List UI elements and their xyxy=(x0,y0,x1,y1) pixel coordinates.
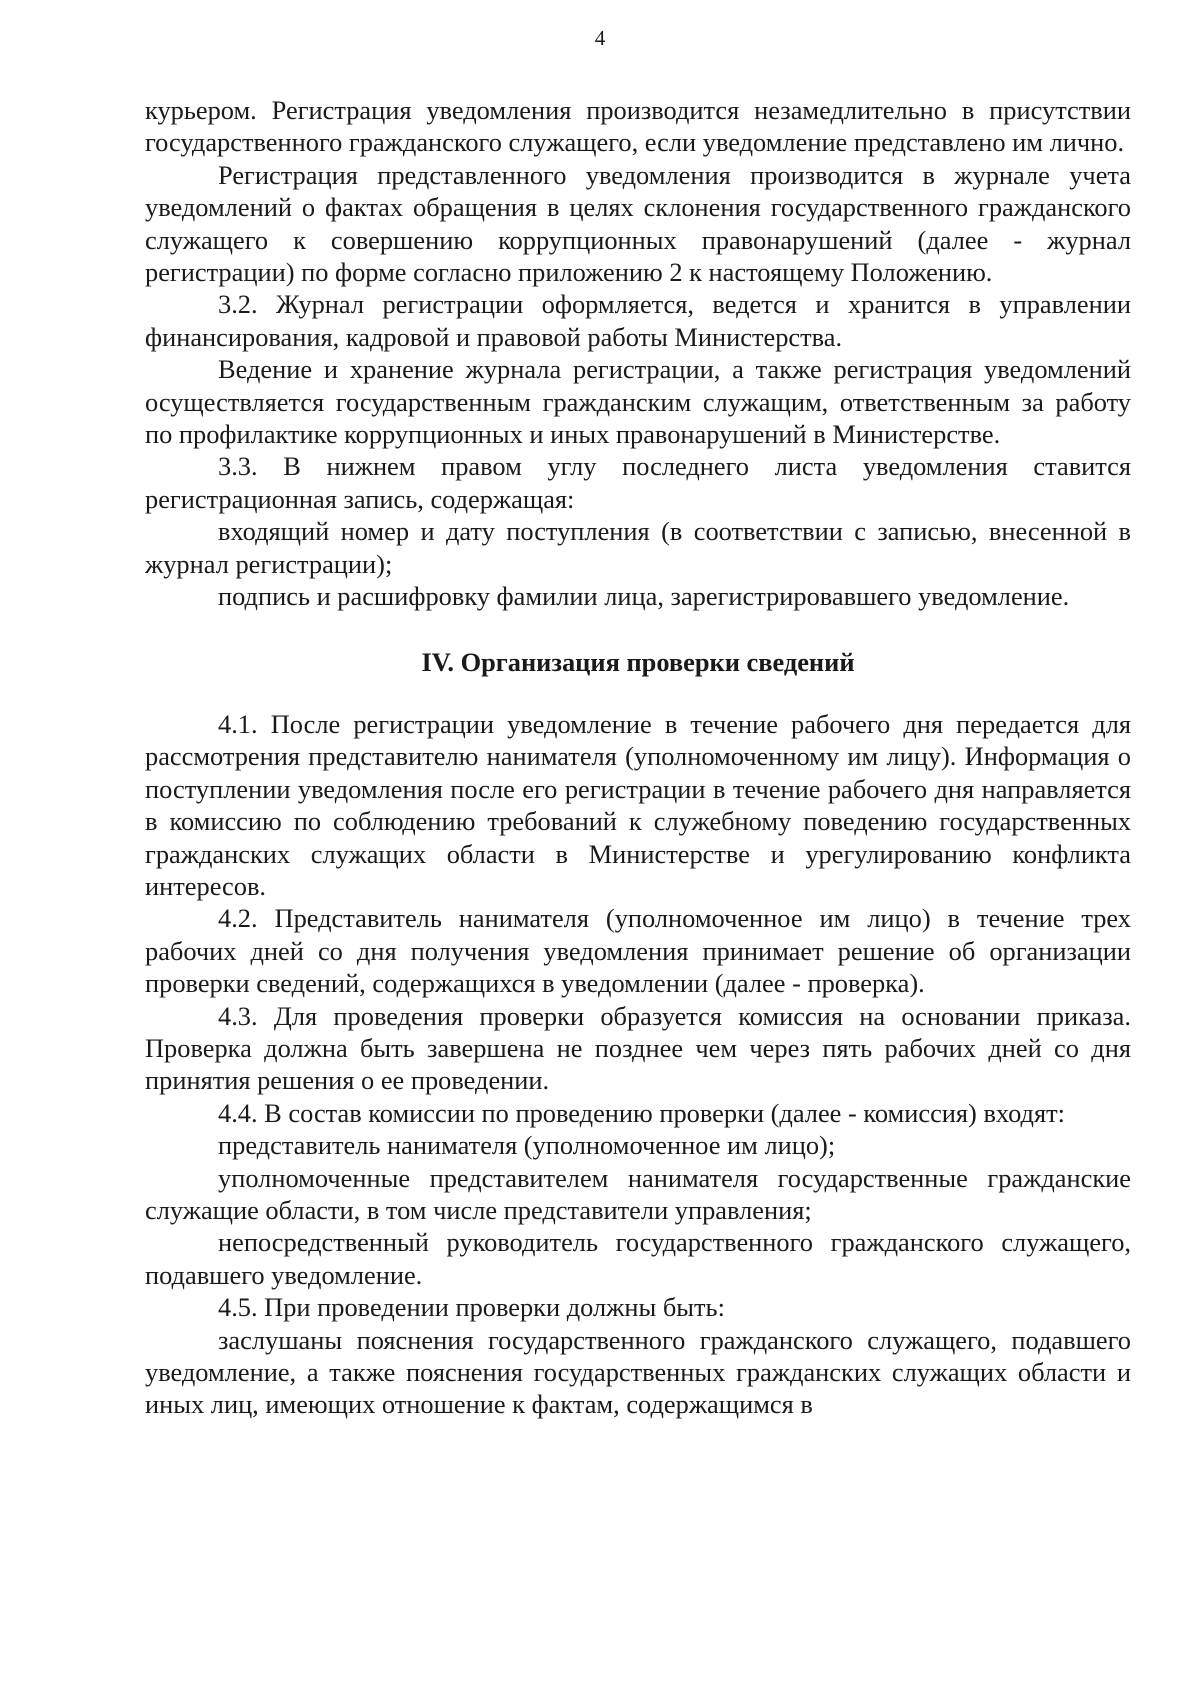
paragraph-commission-member-1: представитель нанимателя (уполномоченное им лицо); xyxy=(218,1130,836,1161)
paragraph-commission-member-3: непосредственный руководитель государственного гражданского служащего, подавшего уведомление. xyxy=(145,1227,1131,1290)
paragraph-4-2: 4.2. Представитель нанимателя (уполномоченное им лицо) в течение трех рабочих дней со дня получения уведомления принимает решение об организации проверки сведений, содержащихся в уведомлении (далее - проверка). xyxy=(145,903,1131,999)
paragraph-3-2: 3.2. Журнал регистрации оформляется, ведется и хранится в управлении финансирования, кадровой и правовой работы Министерства. xyxy=(145,289,1131,352)
paragraph-commission-member-2: уполномоченные представителем нанимателя государственные гражданские служащие области, в том числе представители управления; xyxy=(145,1162,1131,1225)
document-body xyxy=(145,94,1131,1421)
paragraph-3-3: 3.3. В нижнем правом углу последнего листа уведомления ставится регистрационная запись, содержащая: xyxy=(145,451,1131,514)
paragraph-3-1-continuation: курьером. Регистрация уведомления производится незамедлительно в присутствии государственного гражданского служащего, если уведомление представлено им лично. xyxy=(145,95,1131,158)
paragraph-incoming-number: входящий номер и дату поступления (в соответствии с записью, внесенной в журнал регистрации); xyxy=(145,516,1131,579)
paragraph-4-5: 4.5. При проведении проверки должны быть: xyxy=(218,1292,725,1323)
paragraph-explanations: заслушаны пояснения государственного гражданского служащего, подавшего уведомление, а также пояснения государственных гражданских служащих области и иных лиц, имеющих отношение к фактам, содержащимся в xyxy=(145,1324,1131,1420)
page-number: 4 xyxy=(594,26,606,50)
paragraph-4-4: 4.4. В состав комиссии по проведению проверки (далее - комиссия) входят: xyxy=(218,1097,1065,1128)
paragraph-4-3: 4.3. Для проведения проверки образуется комиссия на основании приказа. Проверка должна быть завершена не позднее чем через пять рабочих дней со дня принятия решения о ее проведении. xyxy=(145,1000,1131,1096)
paragraph-journal-maintenance: Ведение и хранение журнала регистрации, а также регистрация уведомлений осуществляется государственным гражданским служащим, ответственным за работу по профилактике коррупционных и иных правонарушений в Министерстве. xyxy=(145,354,1131,450)
paragraph-registration-journal: Регистрация представленного уведомления производится в журнале учета уведомлений о фактах обращения в целях склонения государственного гражданского служащего к совершению коррупционных правонарушений (далее - журнал регистрации) по форме согласно приложению 2 к настоящему Положению. xyxy=(145,159,1131,288)
section-heading: IV. Организация проверки сведений xyxy=(421,646,855,677)
paragraph-signature: подпись и расшифровку фамилии лица, зарегистрировавшего уведомление. xyxy=(218,581,1070,612)
paragraph-4-1: 4.1. После регистрации уведомление в течение рабочего дня передается для рассмотрения представителю нанимателя (уполномоченному им лицу). Информация о поступлении уведомления после его регистрации в течение рабочего дня направляется в комиссию по соблюдению требований к служебному поведению государственных гражданских служащих области в Министерстве и урегулированию конфликта интересов. xyxy=(145,708,1131,901)
